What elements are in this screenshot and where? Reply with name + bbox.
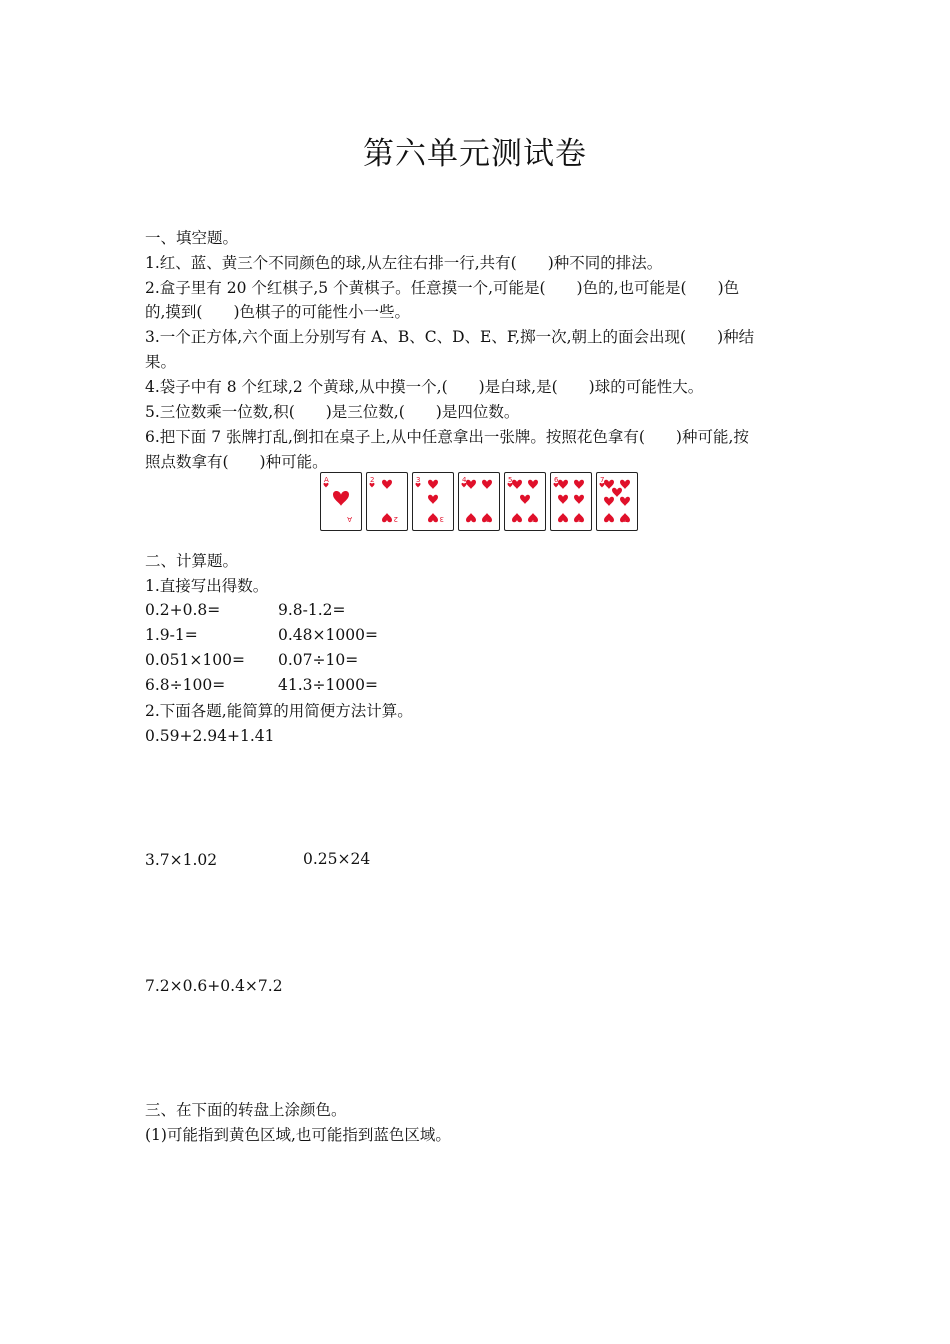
svg-text:A: A — [324, 476, 329, 484]
section2-sub1: 1.直接写出得数。 — [145, 577, 269, 595]
svg-text:2: 2 — [393, 515, 398, 523]
svg-text:A: A — [347, 515, 352, 523]
problem-4: 7.2×0.6+0.4×7.2 — [145, 977, 283, 995]
playing-cards-row — [320, 472, 638, 532]
calc-item: 1.9-1= — [145, 626, 198, 644]
section3-heading: 三、在下面的转盘上涂颜色。 — [145, 1101, 347, 1119]
question-3-line2: 果。 — [145, 353, 177, 371]
svg-text:4: 4 — [462, 476, 467, 484]
svg-text:5: 5 — [508, 476, 513, 484]
calc-item: 0.2+0.8= — [145, 601, 221, 619]
calc-item: 0.051×100= — [145, 651, 245, 669]
question-3-line1: 3.一个正方体,六个面上分别写有 A、B、C、D、E、F,掷一次,朝上的面会出现( )种结 — [145, 328, 755, 346]
playing-card — [366, 472, 408, 531]
section3-question-1: (1)可能指到黄色区域,也可能指到蓝色区域。 — [145, 1126, 451, 1144]
question-1: 1.红、蓝、黄三个不同颜色的球,从左往右排一行,共有( )种不同的排法。 — [145, 254, 663, 272]
playing-card — [596, 472, 638, 531]
calc-item: 0.48×1000= — [278, 626, 378, 644]
playing-card — [412, 472, 454, 531]
page-title: 第六单元测试卷 — [363, 136, 587, 172]
svg-text:3: 3 — [416, 476, 421, 484]
problem-1: 0.59+2.94+1.41 — [145, 727, 275, 745]
section1-heading: 一、填空题。 — [145, 229, 239, 247]
playing-card — [550, 472, 592, 531]
section2-sub2: 2.下面各题,能简算的用简便方法计算。 — [145, 702, 413, 720]
section2-heading: 二、计算题。 — [145, 552, 239, 570]
playing-card — [458, 472, 500, 531]
calc-item: 9.8-1.2= — [278, 601, 346, 619]
playing-card — [320, 472, 362, 531]
question-6-line2: 照点数拿有( )种可能。 — [145, 453, 328, 471]
question-2-line1: 2.盒子里有 20 个红棋子,5 个黄棋子。任意摸一个,可能是( )色的,也可能是( )色 — [145, 279, 740, 297]
question-5: 5.三位数乘一位数,积( )是三位数,( )是四位数。 — [145, 403, 520, 421]
calc-item: 6.8÷100= — [145, 676, 226, 694]
svg-text:6: 6 — [554, 476, 559, 484]
calc-item: 0.07÷10= — [278, 651, 359, 669]
calc-item: 41.3÷1000= — [278, 676, 378, 694]
problem-3: 0.25×24 — [303, 850, 371, 868]
problem-2: 3.7×1.02 — [145, 851, 218, 869]
svg-text:2: 2 — [370, 476, 375, 484]
svg-text:7: 7 — [600, 476, 605, 484]
question-2-line2: 的,摸到( )色棋子的可能性小一些。 — [145, 303, 411, 321]
playing-card — [504, 472, 546, 531]
question-6-line1: 6.把下面 7 张牌打乱,倒扣在桌子上,从中任意拿出一张牌。按照花色拿有( )种可能,按 — [145, 428, 749, 446]
question-4: 4.袋子中有 8 个红球,2 个黄球,从中摸一个,( )是白球,是( )球的可能性大。 — [145, 378, 704, 396]
svg-text:3: 3 — [439, 515, 444, 523]
